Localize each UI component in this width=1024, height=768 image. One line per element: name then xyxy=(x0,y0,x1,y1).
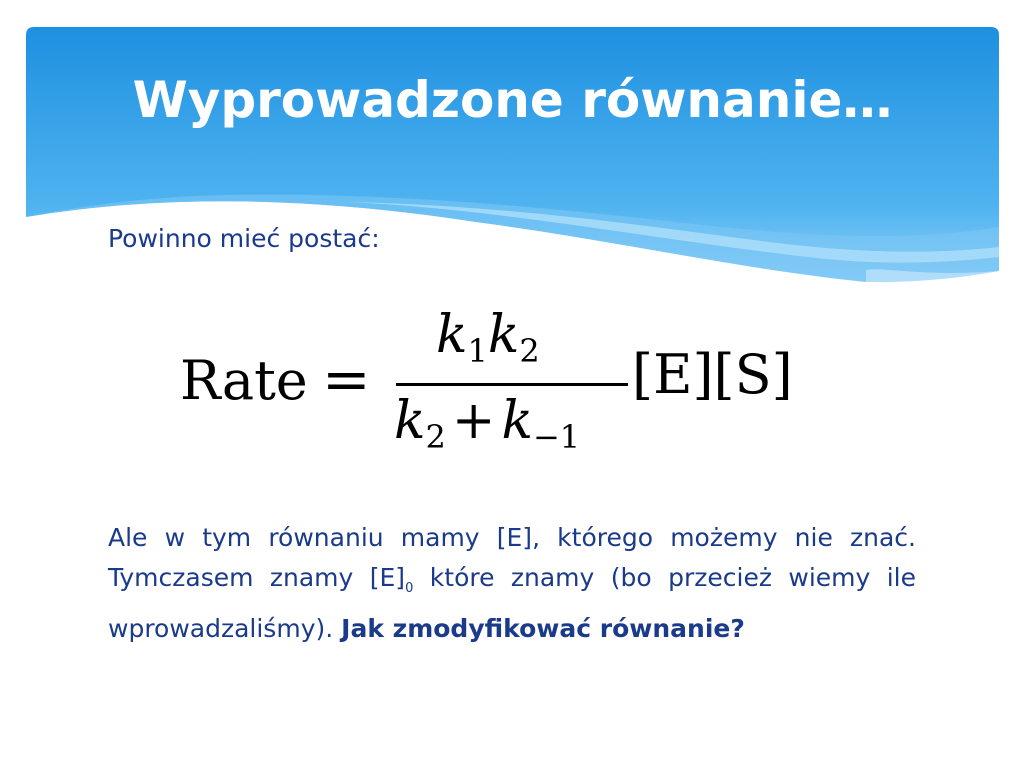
formula-denominator xyxy=(394,391,580,456)
numerator-k1-subscript: 1 xyxy=(467,332,488,370)
numerator-k2-subscript: 2 xyxy=(519,332,540,370)
formula-numerator xyxy=(436,305,540,370)
formula-lhs: Rate xyxy=(180,349,308,412)
denominator-plus: + xyxy=(451,391,496,451)
intro-text: Powinno mieć postać: xyxy=(108,224,380,253)
body-subscript-zero: 0 xyxy=(405,581,414,596)
body-paragraph xyxy=(108,518,916,649)
slide-title: Wyprowadzone równanie… xyxy=(132,71,893,129)
numerator-k2: k xyxy=(487,305,520,365)
denominator-k2: k xyxy=(394,391,426,451)
denominator-k-minus1-subscript: −1 xyxy=(532,418,581,456)
numerator-k1: k xyxy=(436,305,468,365)
rate-equation xyxy=(180,305,800,465)
body-bold-question: Jak zmodyfikować równanie? xyxy=(341,614,745,643)
body-text-part1: Ale w tym równaniu mamy [E], którego możemy nie znać. Tymczasem znamy [E] xyxy=(108,523,916,592)
formula-equals-sign: = xyxy=(322,345,371,413)
denominator-k2-subscript: 2 xyxy=(425,418,446,456)
denominator-k-minus1: k xyxy=(501,391,533,451)
fraction-bar xyxy=(396,383,628,386)
formula-concentrations: [E][S] xyxy=(632,343,793,406)
body-text-part2: które znamy (bo przecież wiemy ile wprowadzaliśmy). xyxy=(108,563,916,643)
